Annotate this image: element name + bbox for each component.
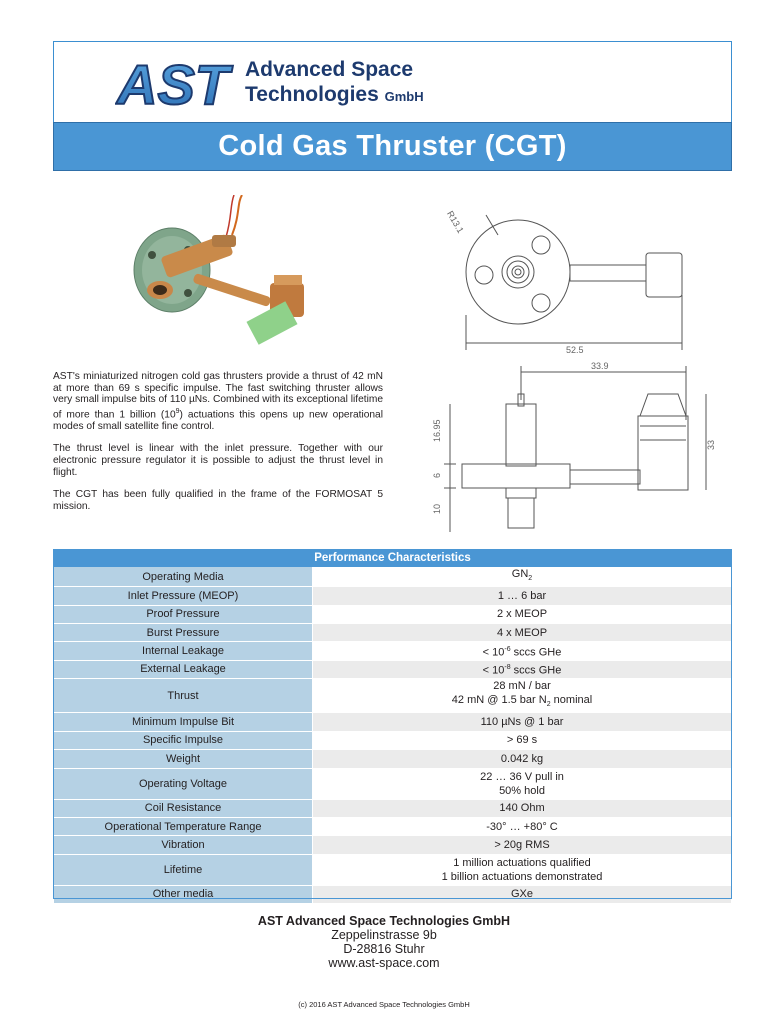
row-label: Inlet Pressure (MEOP) [54,587,313,605]
description-paragraph-1 [53,371,383,432]
table-row [54,623,732,641]
page-title: Cold Gas Thruster (CGT) [218,130,567,162]
row-label: Operating Media [54,567,313,587]
row-label: Thrust [54,679,313,713]
product-description [53,371,383,523]
footer-company: AST Advanced Space Technologies GmbH [257,914,511,928]
row-label: Operational Temperature Range [54,817,313,835]
table-row [54,799,732,817]
row-label: Minimum Impulse Bit [54,713,313,731]
value-text: GN [511,568,529,580]
logo-letters: AST [117,58,229,108]
table-row [54,836,732,854]
row-value [313,660,732,678]
row-value: 1 … 6 bar [313,587,732,605]
performance-table [53,549,732,904]
width-dimension: 52.5 [566,345,584,355]
value-unit: sccs GHe [510,646,562,659]
row-label: Specific Impulse [54,731,313,749]
row-label: Lifetime [54,854,313,885]
value-text: 42 mN @ 1.5 bar N [451,694,547,707]
row-value: 2 x MEOP [313,605,732,623]
p1-text-b: ) actuations this opens up new operational modes of small satellite fine control. [53,409,383,432]
company-logo [115,58,455,110]
row-value: -30° … +80° C [313,817,732,835]
value-subscript: 2 [546,701,551,709]
copyright-notice: (c) 2016 AST Advanced Space Technologies GmbH [298,1000,470,1009]
value-text: < 10 [482,646,505,659]
row-label: Burst Pressure [54,623,313,641]
row-value: > 20g RMS [313,836,732,854]
row-value: 4 x MEOP [313,623,732,641]
p1-superscript: 9 [175,407,180,415]
height-dimension-10: 10 [432,503,442,514]
height-dimension-33: 33 [706,439,716,450]
length-dimension: 33.9 [591,361,609,371]
description-paragraph-2: The thrust level is linear with the inlet pressure. Together with our electronic pressure regulator it is possible to adjust the thrust level in flight. [53,443,383,478]
ast-logo-mark [115,58,245,108]
table-row [54,679,732,713]
row-value [313,854,732,885]
value-superscript: -6 [504,645,511,653]
value-line1: 22 … 36 V pull in [480,770,564,783]
technical-drawing-side [426,360,718,538]
row-value: 110 µNs @ 1 bar [313,713,732,731]
height-dimension-6: 6 [432,472,442,478]
table-row [54,605,732,623]
logo-line1: Advanced Space [245,58,414,81]
row-label: External Leakage [54,660,313,678]
value-subscript: 2 [528,575,533,583]
value-line1: 1 million actuations qualified [453,856,591,869]
value-line1: 28 mN / bar [493,680,551,693]
row-label: Internal Leakage [54,642,313,660]
row-label: Coil Resistance [54,799,313,817]
value-line2: 50% hold [499,784,545,797]
row-label: Operating Voltage [54,768,313,799]
table-row [54,885,732,903]
logo-technologies: Technologies [245,83,379,106]
table-row [54,587,732,605]
footer-website[interactable]: www.ast-space.com [328,956,440,970]
row-value [313,679,732,713]
radius-dimension: R13.1 [445,209,466,235]
row-label: Proof Pressure [54,605,313,623]
footer-city: D-28816 Stuhr [343,942,425,956]
value-line2 [317,693,727,712]
row-value [313,768,732,799]
row-value: 140 Ohm [313,799,732,817]
table-heading: Performance Characteristics [54,550,732,567]
footer-address [0,914,768,970]
row-value: GXe [313,885,732,903]
technical-drawing-top [426,195,706,355]
table-row [54,660,732,678]
table-row [54,731,732,749]
table-row [54,817,732,835]
footer-street: Zeppelinstrasse 9b [331,928,437,942]
table-row [54,768,732,799]
value-superscript: -8 [504,664,511,672]
logo-line2 [245,83,424,107]
row-label: Other media [54,885,313,903]
table-row [54,642,732,660]
value-text: < 10 [482,664,505,677]
row-value: > 69 s [313,731,732,749]
table-row [54,750,732,768]
logo-gmbh: GmbH [384,89,424,104]
table-row [54,854,732,885]
value-unit: sccs GHe [510,664,562,677]
p1-text-a: AST's miniaturized nitrogen cold gas thrusters provide a thrust of 42 mN at more than 69 s specific impulse. The fast switching thruster allows very small impulse bits of 110 µNs. Combined with its exceptional lifetime of more than 1 billion (10 [53,371,383,421]
title-bar [53,122,732,171]
thruster-photo [122,195,327,355]
value-line2: 1 billion actuations demonstrated [441,870,603,883]
row-value [313,642,732,660]
value-suffix: nominal [550,694,593,707]
description-paragraph-3: The CGT has been fully qualified in the frame of the FORMOSAT 5 mission. [53,489,383,512]
row-label: Weight [54,750,313,768]
height-dimension-1695: 16.95 [432,419,442,442]
row-value: 0.042 kg [313,750,732,768]
table-row [54,567,732,587]
table-row [54,713,732,731]
row-value [313,567,732,587]
row-label: Vibration [54,836,313,854]
